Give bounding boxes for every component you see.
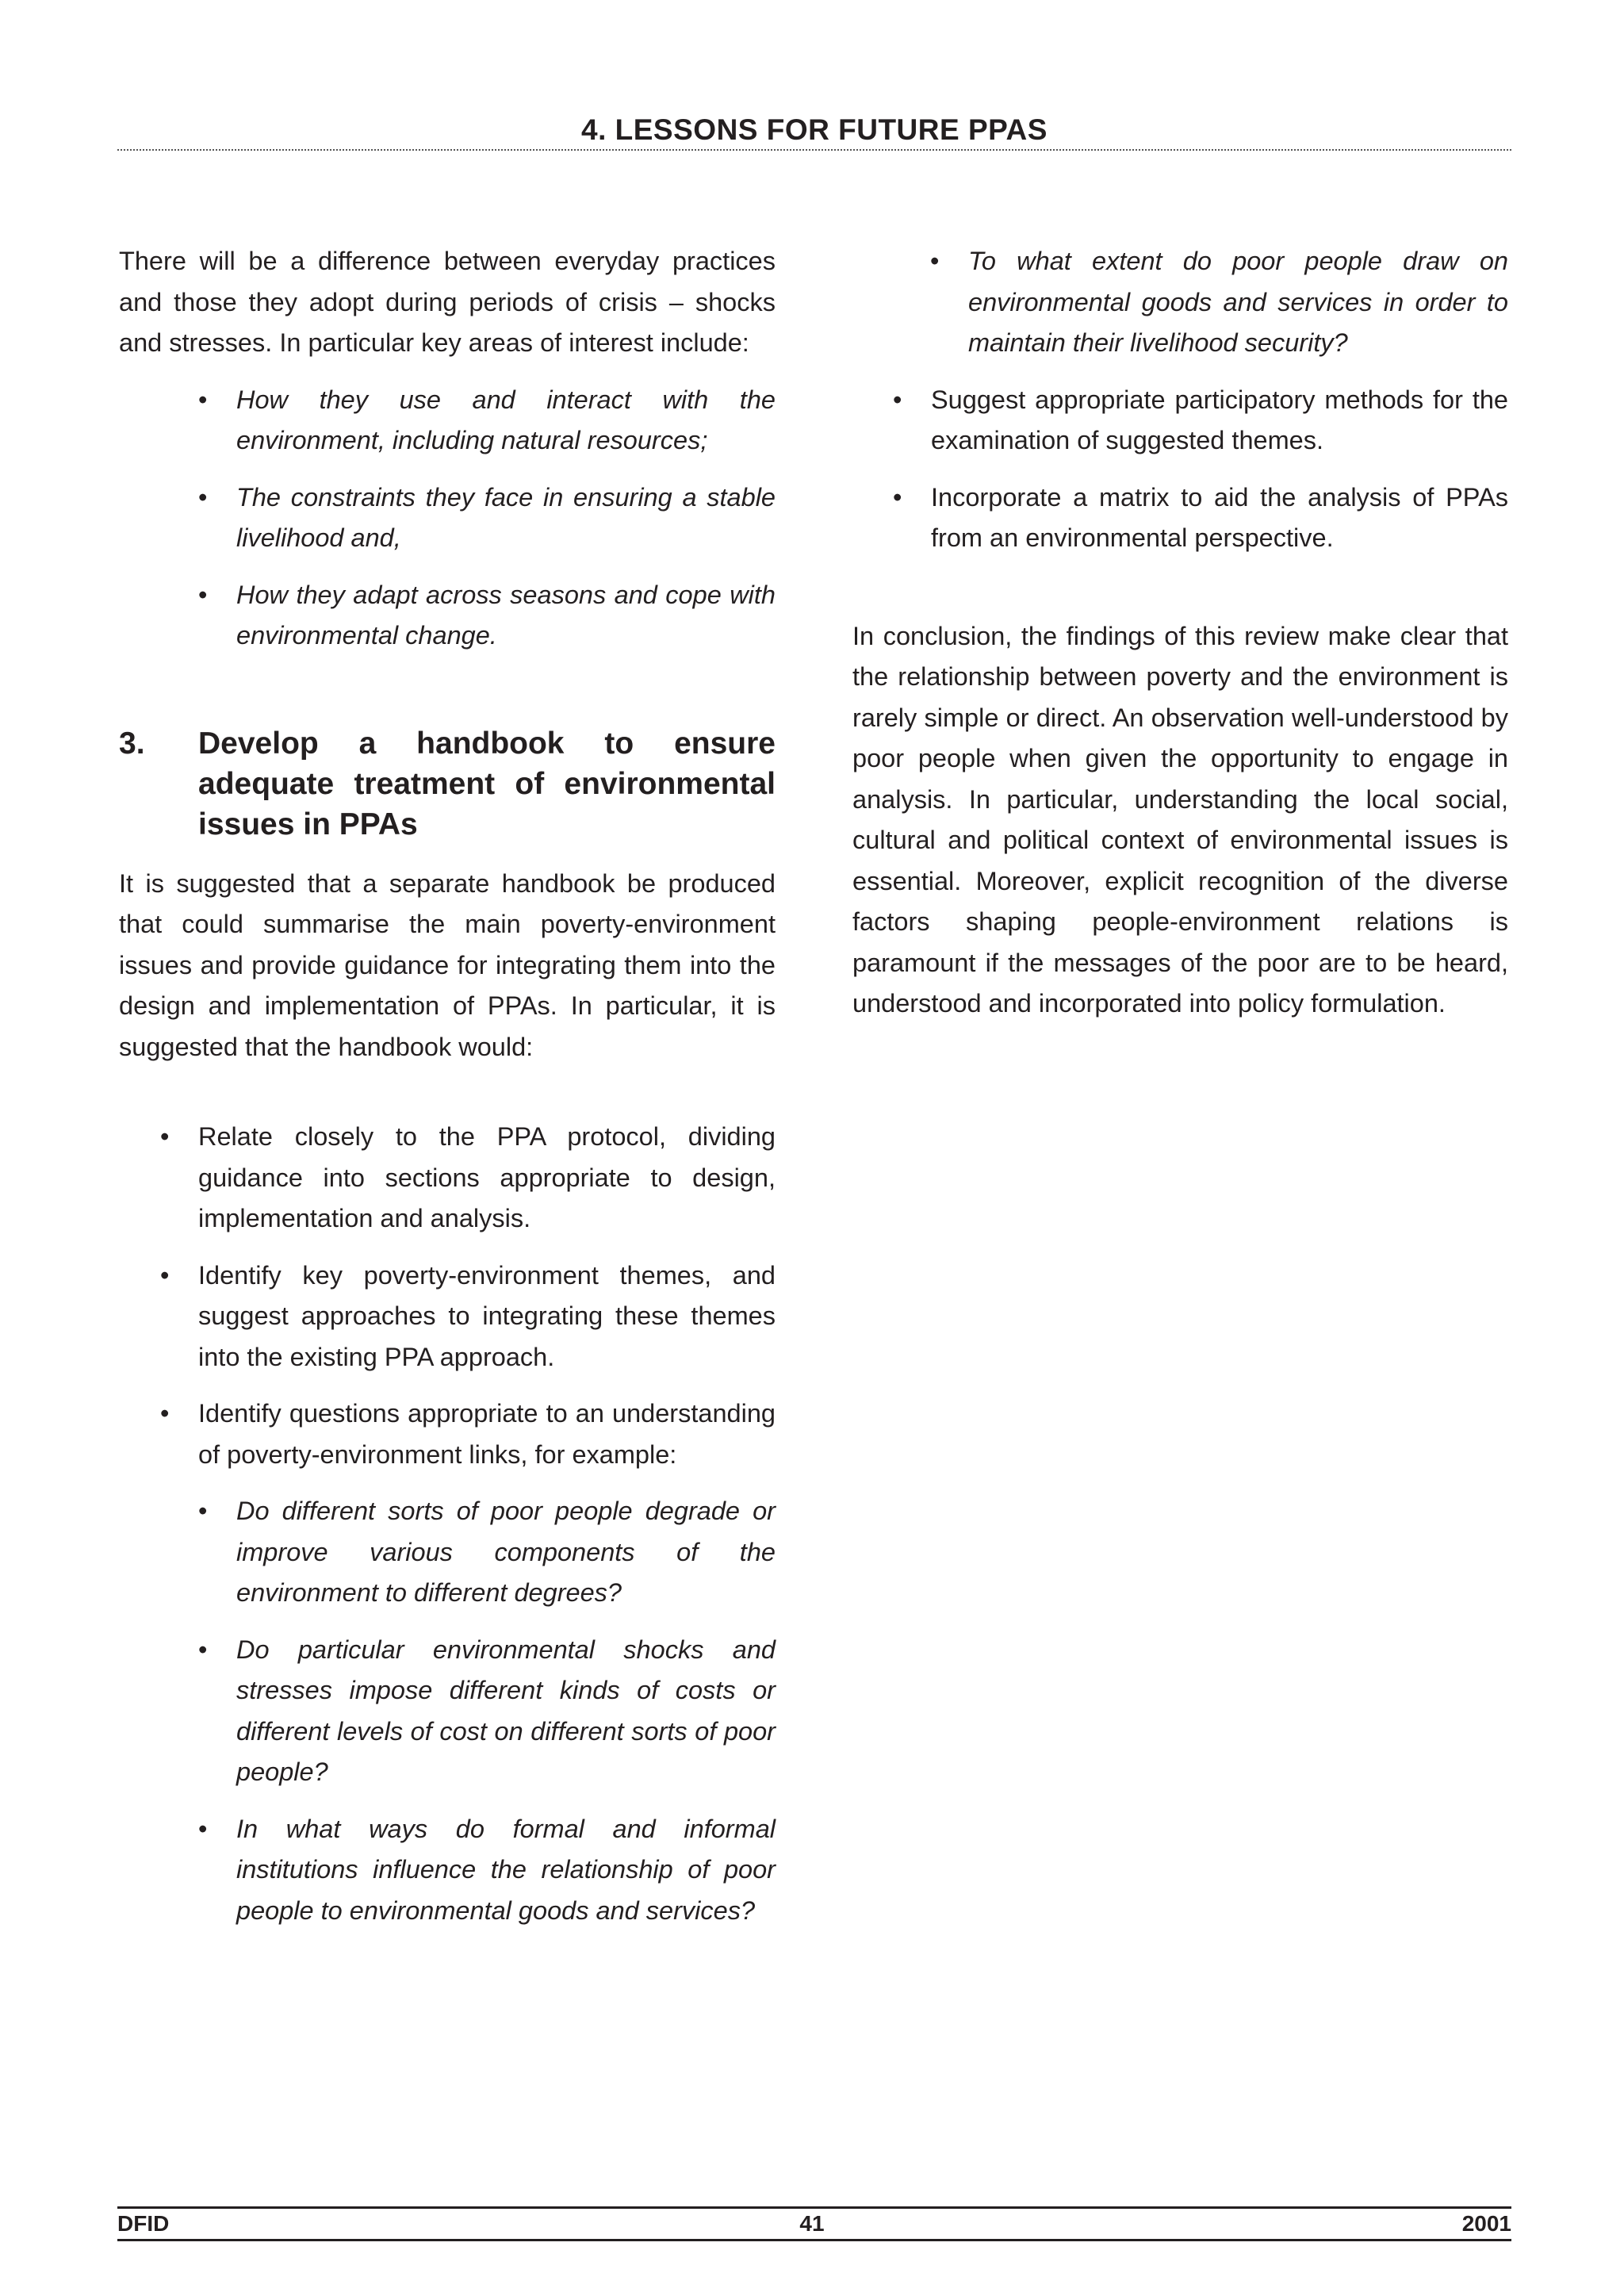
handbook-bullet-list-continued: [931, 380, 1508, 559]
footer-year: 2001: [1461, 2211, 1511, 2236]
list-item: • The constraints they face in ensuring a stable livelihood and,: [236, 477, 776, 559]
section-title: Develop a handbook to ensure adequate treatment of environmental issues in PPAs: [198, 726, 776, 841]
running-header-title: 4. LESSONS FOR FUTURE PPAS: [581, 113, 1048, 146]
section-heading: [119, 723, 776, 845]
section-paragraph: It is suggested that a separate handbook be produced that could summarise the main poverty-environment issues and provide guidance for integrating them into the design and implementation of PPAs. In particular, it is suggested that the handbook would:: [119, 868, 776, 1061]
list-item: • In what ways do formal and informal institutions influence the relationship of poor people to environmental goods and services?: [236, 1809, 776, 1932]
handbook-bullet-list: [198, 1117, 776, 1475]
list-item: • Identify key poverty-environment themes, and suggest approaches to integrating these themes into the existing PPA approach.: [198, 1255, 776, 1378]
right-column: [852, 241, 1508, 1025]
list-item: • Relate closely to the PPA protocol, dividing guidance into sections appropriate to design, implementation and analysis.: [198, 1117, 776, 1240]
footer-page-number: 41: [799, 2211, 825, 2236]
list-item: • Incorporate a matrix to aid the analysis of PPAs from an environmental perspective.: [931, 477, 1508, 559]
list-item: • Suggest appropriate participatory methods for the examination of suggested themes.: [931, 380, 1508, 462]
conclusion-paragraph: In conclusion, the findings of this review make clear that the relationship between poverty and the environment is rarely simple or direct. An observation well-understood by poor people when given the opportunity to engage in analysis. In particular, understanding the local social, cultural and political context of environmental issues is essential. Moreover, explicit recognition of the diverse factors shaping people-environment relations is paramount if the messages of the poor are to be heard, understood and incorporated into policy formulation.: [852, 621, 1508, 1018]
list-item: • How they adapt across seasons and cope with environmental change.: [236, 575, 776, 657]
left-column: [119, 241, 776, 1931]
list-item: • Identify questions appropriate to an understanding of poverty-environment links, for example:: [198, 1393, 776, 1475]
intro-bullet-list: [236, 380, 776, 657]
list-item: • Do particular environmental shocks and stresses impose different kinds of costs or different levels of cost on different sorts of poor people?: [236, 1630, 776, 1793]
list-item: • Do different sorts of poor people degrade or improve various components of the environment to different degrees?: [236, 1491, 776, 1614]
question-bullet-list-continued: [968, 241, 1508, 364]
footer-publisher: DFID: [117, 2211, 170, 2236]
list-item: • To what extent do poor people draw on environmental goods and services in order to maintain their livelihood security?: [968, 241, 1508, 364]
question-bullet-list: [236, 1491, 776, 1931]
header-divider: [117, 149, 1511, 151]
intro-paragraph: There will be a difference between everyday practices and those they adopt during periods of crisis – shocks and stresses. In particular key areas of interest include:: [119, 247, 776, 357]
section-number: 3.: [119, 726, 145, 761]
footer-rule-bottom: [117, 2239, 1511, 2241]
list-item: • How they use and interact with the environment, including natural resources;: [236, 380, 776, 462]
